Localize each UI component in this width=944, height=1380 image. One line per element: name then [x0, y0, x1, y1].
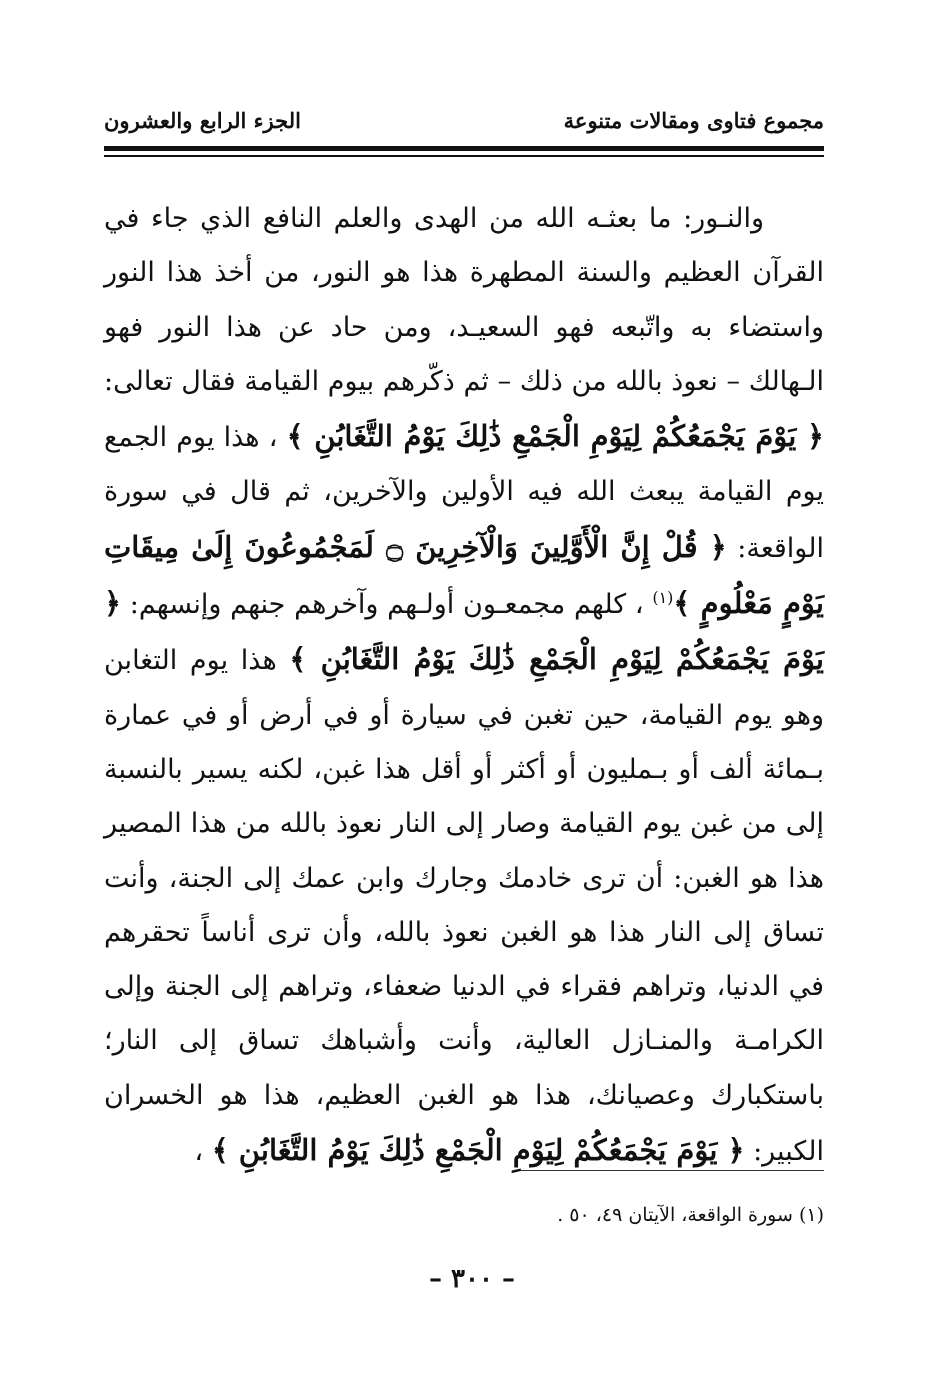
volume-label: الجزء الرابع والعشرون: [104, 108, 301, 133]
page-number: – ٣٠٠ –: [428, 1264, 516, 1294]
body-paragraph: [104, 192, 824, 1179]
footnote-divider: [520, 1170, 824, 1171]
book-title: مجموع فتاوى ومقالات متنوعة: [563, 108, 824, 133]
quran-verse: ﴿ قُلْ إِنَّ الْأَوَّلِينَ وَالْآخِرِينَ ۝ لَمَجْمُوعُونَ إِلَىٰ مِيقَاتِ يَوْمٍ مَعْلُومٍ ﴾: [104, 529, 824, 621]
quran-verse: ﴿ يَوْمَ يَجْمَعُكُمْ لِيَوْمِ الْجَمْعِ ذَٰلِكَ يَوْمُ التَّغَابُنِ ﴾: [286, 419, 824, 454]
body-text: [104, 192, 824, 1179]
running-header: [104, 108, 824, 144]
text-segment: هذا يوم التغابن وهو يوم القيامة، حين تغبن في سيارة أو في أرض أو في عمارة بـمائة ألف أو بـمليون أو أكثر أو أقل هذا غبن، لكنه يسير بالنسبة إلى من غبن يوم القيامة وصار إلى النار نعوذ بالله من هذا المصير هذا هو الغبن: أن ترى خادمك وجارك وابن عمك إلى الجنة، وأنت تساق إلى النار هذا هو الغبن نعوذ بالله، وأن ترى أناساً تحقرهم في الدنيا، وتراهم فقراء في الدنيا ضعفاء، وتراهم إلى الجنة وإلى الكرامـة والمنـازل العالية، وأنت وأشباهك تساق إلى النار؛ باستكبارك وعصيانك، هذا هو الغبن العظيم، هذا هو الخسران الكبير:: [104, 645, 824, 1168]
text-segment: ،: [194, 1136, 212, 1168]
text-segment: ، هذا يوم الجمع يوم القيامة يبعث الله فيه الأولين والآخرين، ثم قال في سورة الواقعة:: [104, 422, 824, 564]
footnote-reference[interactable]: (١): [652, 588, 674, 608]
footnote: (١) سورة الواقعة، الآيتان ٤٩، ٥٠ .: [557, 1204, 824, 1226]
text-segment: ، كلهم مجمعـون أولـهم وآخرهم جنهم وإنسهم:: [121, 589, 653, 621]
header-divider-thin: [104, 155, 824, 157]
quran-verse: ﴿ يَوْمَ يَجْمَعُكُمْ لِيَوْمِ الْجَمْعِ ذَٰلِكَ يَوْمُ التَّغَابُنِ ﴾: [211, 1133, 745, 1168]
header-divider-thick: [104, 146, 824, 151]
quran-verse: ﴿ يَوْمَ يَجْمَعُكُمْ لِيَوْمِ الْجَمْعِ ذَٰلِكَ يَوْمُ التَّغَابُنِ ﴾: [104, 586, 824, 677]
text-segment: والنـور: ما بعثـه الله من الهدى والعلم النافع الذي جاء في القرآن العظيم والسنة المطهرة هذا هو النور، من أخذ هذا النور واستضاء به واتّبعه فهو السعيـد، ومن حاد عن هذا النور فهو الـهالك – نعوذ بالله من ذلك – ثم ذكّرهم بيوم القيامة فقال تعالى:: [104, 203, 824, 397]
